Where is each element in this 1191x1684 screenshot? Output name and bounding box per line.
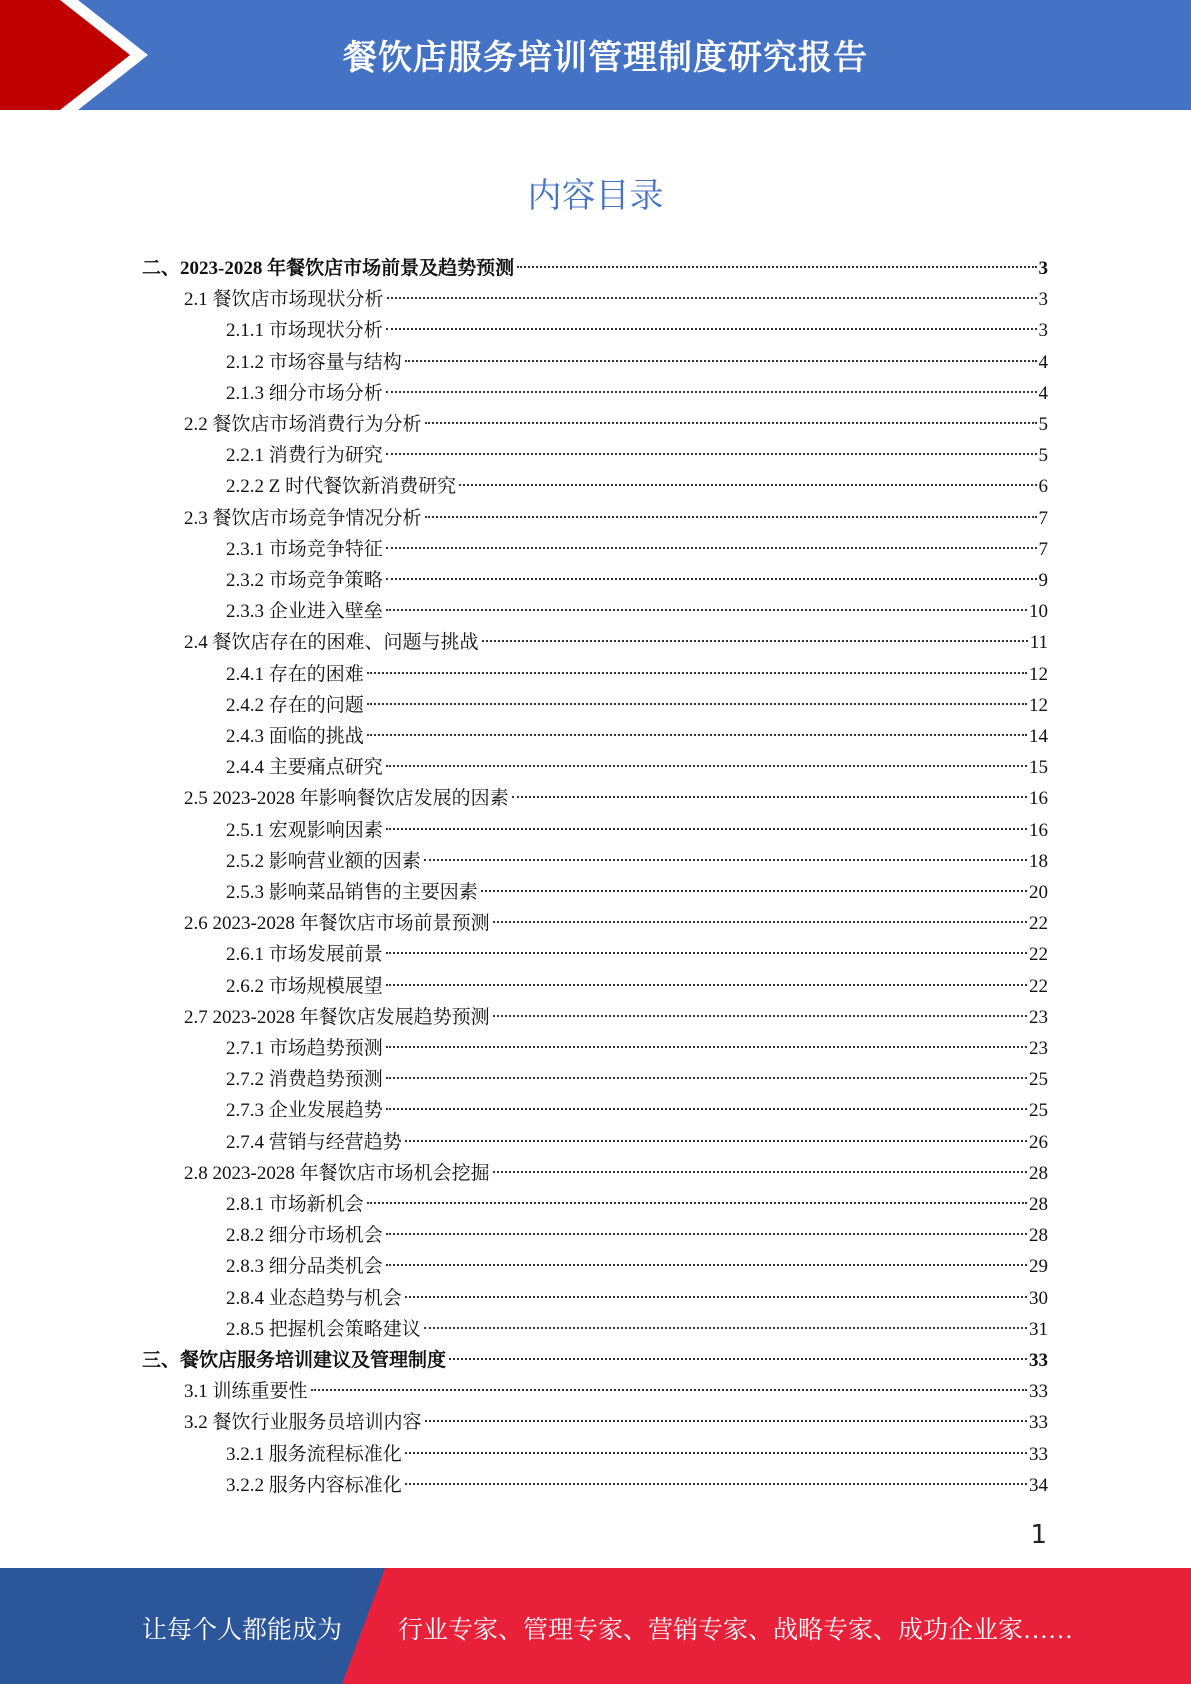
toc-entry-page: 12 xyxy=(1029,694,1048,716)
toc-dot-leader xyxy=(405,360,1037,362)
toc-entry-page: 33 xyxy=(1029,1350,1048,1371)
toc-subsection-entry[interactable] xyxy=(226,1095,1048,1126)
toc-subsection-entry[interactable] xyxy=(226,721,1048,752)
toc-entry-title: 2.5.1 宏观影响因素 xyxy=(226,819,383,841)
toc-entry-title: 2.8.4 业态趋势与机会 xyxy=(226,1287,402,1309)
toc-entry-page: 3 xyxy=(1038,258,1048,279)
toc-dot-leader xyxy=(386,1264,1027,1266)
toc-subsection-entry[interactable] xyxy=(226,1439,1048,1470)
toc-entry-title: 二、2023-2028 年餐饮店市场前景及趋势预测 xyxy=(142,258,515,279)
toc-entry-page: 33 xyxy=(1029,1412,1048,1434)
toc-dot-leader xyxy=(386,1046,1027,1048)
toc-dot-leader xyxy=(482,640,1028,642)
toc-entry-title: 2.8.3 细分品类机会 xyxy=(226,1256,383,1278)
toc-dot-leader xyxy=(386,609,1027,611)
toc-entry-title: 2.5.3 影响菜品销售的主要因素 xyxy=(226,882,478,903)
footer-slogan-right: 行业专家、管理专家、营销专家、战略专家、成功企业家…… xyxy=(398,1617,1074,1644)
toc-entry-title: 2.4.1 存在的困难 xyxy=(226,663,364,685)
toc-entry-page: 6 xyxy=(1038,476,1048,498)
toc-section-entry[interactable] xyxy=(184,284,1048,315)
toc-subsection-entry[interactable] xyxy=(226,1314,1048,1345)
toc-entry-page: 31 xyxy=(1029,1318,1048,1340)
toc-entry-title: 2.5.2 影响营业额的因素 xyxy=(226,850,421,872)
toc-dot-leader xyxy=(425,1420,1027,1422)
toc-entry-page: 14 xyxy=(1029,726,1048,747)
toc-subsection-entry[interactable] xyxy=(226,659,1048,690)
toc-dot-leader xyxy=(386,765,1027,767)
toc-entry-title: 2.3.2 市场竞争策略 xyxy=(226,570,383,591)
toc-entry-title: 3.2.1 服务流程标准化 xyxy=(226,1443,402,1465)
footer-slogan-left: 让每个人都能成为 xyxy=(142,1617,343,1644)
toc-entry-page: 4 xyxy=(1038,382,1048,404)
toc-entry-title: 2.4.4 主要痛点研究 xyxy=(226,757,383,779)
toc-entry-title: 2.2.1 消费行为研究 xyxy=(226,445,383,467)
toc-entry-page: 23 xyxy=(1029,1006,1048,1028)
toc-subsection-entry[interactable] xyxy=(226,471,1048,502)
toc-entry-title: 2.8.1 市场新机会 xyxy=(226,1194,364,1215)
toc-entry-page: 16 xyxy=(1029,788,1048,810)
toc-subsection-entry[interactable] xyxy=(226,1283,1048,1314)
toc-subsection-entry[interactable] xyxy=(226,1251,1048,1282)
toc-dot-leader xyxy=(493,921,1027,923)
toc-dot-leader xyxy=(387,297,1037,299)
toc-entry-title: 2.4.3 面临的挑战 xyxy=(226,726,364,747)
toc-entry-page: 22 xyxy=(1029,913,1048,935)
toc-entry-title: 2.1.1 市场现状分析 xyxy=(226,320,383,342)
toc-entry-title: 3.2.2 服务内容标准化 xyxy=(226,1474,402,1496)
toc-entry-title: 2.3 餐饮店市场竞争情况分析 xyxy=(184,507,422,529)
toc-subsection-entry[interactable] xyxy=(226,846,1048,877)
toc-section-entry[interactable] xyxy=(184,503,1048,534)
page-header xyxy=(0,0,1191,110)
toc-entry-page: 29 xyxy=(1029,1256,1048,1278)
toc-section-entry[interactable] xyxy=(184,1002,1048,1033)
toc-subsection-entry[interactable] xyxy=(226,1033,1048,1064)
toc-entry-page: 12 xyxy=(1029,663,1048,685)
toc-entry-page: 18 xyxy=(1029,850,1048,872)
toc-entry-page: 15 xyxy=(1029,757,1048,779)
toc-entry-title: 2.7 2023-2028 年餐饮店发展趋势预测 xyxy=(184,1006,490,1028)
toc-entry-page: 26 xyxy=(1029,1131,1048,1153)
toc-chapter-entry[interactable] xyxy=(142,253,1048,284)
toc-chapter-entry[interactable] xyxy=(142,1345,1048,1376)
toc-subsection-entry[interactable] xyxy=(226,1064,1048,1095)
toc-entry-page: 10 xyxy=(1029,601,1048,623)
toc-dot-leader xyxy=(367,1202,1027,1204)
toc-entry-page: 30 xyxy=(1029,1287,1048,1309)
toc-subsection-entry[interactable] xyxy=(226,1220,1048,1251)
toc-entry-title: 2.2.2 Z 时代餐饮新消费研究 xyxy=(226,476,457,498)
toc-dot-leader xyxy=(367,703,1027,705)
toc-dot-leader xyxy=(311,1389,1027,1391)
toc-entry-page: 20 xyxy=(1029,882,1048,903)
toc-entry-page: 5 xyxy=(1038,445,1048,467)
toc-dot-leader xyxy=(386,328,1037,330)
toc-entry-page: 33 xyxy=(1029,1381,1048,1403)
toc-entry-title: 2.4 餐饮店存在的困难、问题与挑战 xyxy=(184,632,479,654)
report-title: 餐饮店服务培训管理制度研究报告 xyxy=(343,38,868,78)
toc-dot-leader xyxy=(481,890,1027,892)
toc-entry-title: 2.1.3 细分市场分析 xyxy=(226,382,383,404)
toc-entry-title: 2.7.2 消费趋势预测 xyxy=(226,1069,383,1091)
toc-entry-title: 2.7.4 营销与经营趋势 xyxy=(226,1131,402,1153)
toc-subsection-entry[interactable] xyxy=(226,347,1048,378)
toc-entry-title: 2.6 2023-2028 年餐饮店市场前景预测 xyxy=(184,913,490,935)
toc-dot-leader xyxy=(459,484,1036,486)
toc-section-entry[interactable] xyxy=(184,783,1048,814)
toc-section-entry[interactable] xyxy=(184,627,1048,658)
toc-dot-leader xyxy=(386,984,1027,986)
toc-entry-title: 2.3.3 企业进入壁垒 xyxy=(226,601,383,623)
toc-entry-title: 2.1.2 市场容量与结构 xyxy=(226,351,402,373)
toc-heading: 内容目录 xyxy=(527,176,664,216)
toc-entry-page: 4 xyxy=(1038,351,1048,373)
toc-dot-leader xyxy=(386,453,1037,455)
toc-entry-page: 5 xyxy=(1038,414,1048,435)
toc-dot-leader xyxy=(493,1171,1027,1173)
toc-entry-page: 28 xyxy=(1029,1162,1048,1184)
toc-entry-page: 7 xyxy=(1038,507,1048,529)
toc-entry-title: 2.6.2 市场规模展望 xyxy=(226,975,383,997)
toc-dot-leader xyxy=(493,1015,1027,1017)
toc-dot-leader xyxy=(367,734,1027,736)
toc-dot-leader xyxy=(386,547,1037,549)
toc-subsection-entry[interactable] xyxy=(226,315,1048,346)
toc-section-entry[interactable] xyxy=(184,908,1048,939)
toc-entry-page: 16 xyxy=(1029,819,1048,841)
toc-dot-leader xyxy=(386,1077,1027,1079)
toc-subsection-entry[interactable] xyxy=(226,1127,1048,1158)
toc-dot-leader xyxy=(386,828,1027,830)
toc-entry-title: 2.5 2023-2028 年影响餐饮店发展的因素 xyxy=(184,788,509,810)
toc-entry-title: 2.3.1 市场竞争特征 xyxy=(226,538,383,560)
toc-entry-page: 7 xyxy=(1038,538,1048,560)
toc-entry-page: 3 xyxy=(1038,320,1048,342)
toc-dot-leader xyxy=(367,672,1027,674)
toc-entry-title: 2.7.1 市场趋势预测 xyxy=(226,1038,383,1059)
toc-dot-leader xyxy=(386,1233,1027,1235)
toc-entry-page: 23 xyxy=(1029,1038,1048,1059)
toc-subsection-entry[interactable] xyxy=(226,939,1048,970)
toc-dot-leader xyxy=(405,1296,1027,1298)
toc-entry-page: 28 xyxy=(1029,1194,1048,1215)
toc-dot-leader xyxy=(386,1108,1027,1110)
toc-entry-title: 2.6.1 市场发展前景 xyxy=(226,944,383,966)
toc-entry-page: 22 xyxy=(1029,944,1048,966)
toc-entry-title: 2.8 2023-2028 年餐饮店市场机会挖掘 xyxy=(184,1162,490,1184)
toc-dot-leader xyxy=(424,1327,1027,1329)
toc-subsection-entry[interactable] xyxy=(226,378,1048,409)
toc-dot-leader xyxy=(512,796,1027,798)
toc-entry-title: 2.8.5 把握机会策略建议 xyxy=(226,1318,421,1340)
toc-entry-title: 2.1 餐饮店市场现状分析 xyxy=(184,289,384,311)
toc-entry-title: 2.4.2 存在的问题 xyxy=(226,694,364,716)
toc-subsection-entry[interactable] xyxy=(226,690,1048,721)
toc-dot-leader xyxy=(425,516,1037,518)
toc-entry-page: 9 xyxy=(1038,570,1048,591)
toc-dot-leader xyxy=(386,952,1027,954)
toc-entry-title: 3.1 训练重要性 xyxy=(184,1381,308,1403)
toc-entry-title: 2.8.2 细分市场机会 xyxy=(226,1225,383,1247)
toc-entry-page: 22 xyxy=(1029,975,1048,997)
toc-subsection-entry[interactable] xyxy=(226,752,1048,783)
toc-dot-leader xyxy=(405,1140,1027,1142)
toc-dot-leader xyxy=(405,1452,1027,1454)
page-footer xyxy=(0,1568,1191,1684)
toc-subsection-entry[interactable] xyxy=(226,1189,1048,1220)
toc-subsection-entry[interactable] xyxy=(226,971,1048,1002)
toc-entry-title: 3.2 餐饮行业服务员培训内容 xyxy=(184,1412,422,1434)
toc-entry-page: 33 xyxy=(1029,1443,1048,1465)
toc-entry-title: 2.2 餐饮店市场消费行为分析 xyxy=(184,414,422,435)
toc-entry-page: 25 xyxy=(1029,1069,1048,1091)
toc-dot-leader xyxy=(449,1358,1027,1360)
toc-subsection-entry[interactable] xyxy=(226,565,1048,596)
toc-section-entry[interactable] xyxy=(184,1407,1048,1438)
toc-entry-page: 28 xyxy=(1029,1225,1048,1247)
toc-section-entry[interactable] xyxy=(184,1158,1048,1189)
toc-entry-page: 25 xyxy=(1029,1100,1048,1122)
toc-dot-leader xyxy=(425,422,1037,424)
page-number: 1 xyxy=(1030,1520,1047,1550)
toc-subsection-entry[interactable] xyxy=(226,815,1048,846)
toc-subsection-entry[interactable] xyxy=(226,1470,1048,1501)
toc-entry-page: 11 xyxy=(1029,632,1048,654)
toc-subsection-entry[interactable] xyxy=(226,877,1048,908)
toc-entry-page: 3 xyxy=(1038,289,1048,311)
toc-entry-page: 34 xyxy=(1029,1474,1048,1496)
toc-dot-leader xyxy=(424,859,1027,861)
toc-dot-leader xyxy=(386,391,1037,393)
toc-entry-title: 2.7.3 企业发展趋势 xyxy=(226,1100,383,1122)
toc-entry-title: 三、餐饮店服务培训建议及管理制度 xyxy=(142,1350,447,1371)
toc-subsection-entry[interactable] xyxy=(226,596,1048,627)
toc-dot-leader xyxy=(405,1483,1027,1485)
toc-section-entry[interactable] xyxy=(184,409,1048,440)
toc-subsection-entry[interactable] xyxy=(226,534,1048,565)
toc-dot-leader xyxy=(517,266,1036,268)
toc-dot-leader xyxy=(386,578,1037,580)
toc-section-entry[interactable] xyxy=(184,1376,1048,1407)
toc-subsection-entry[interactable] xyxy=(226,440,1048,471)
